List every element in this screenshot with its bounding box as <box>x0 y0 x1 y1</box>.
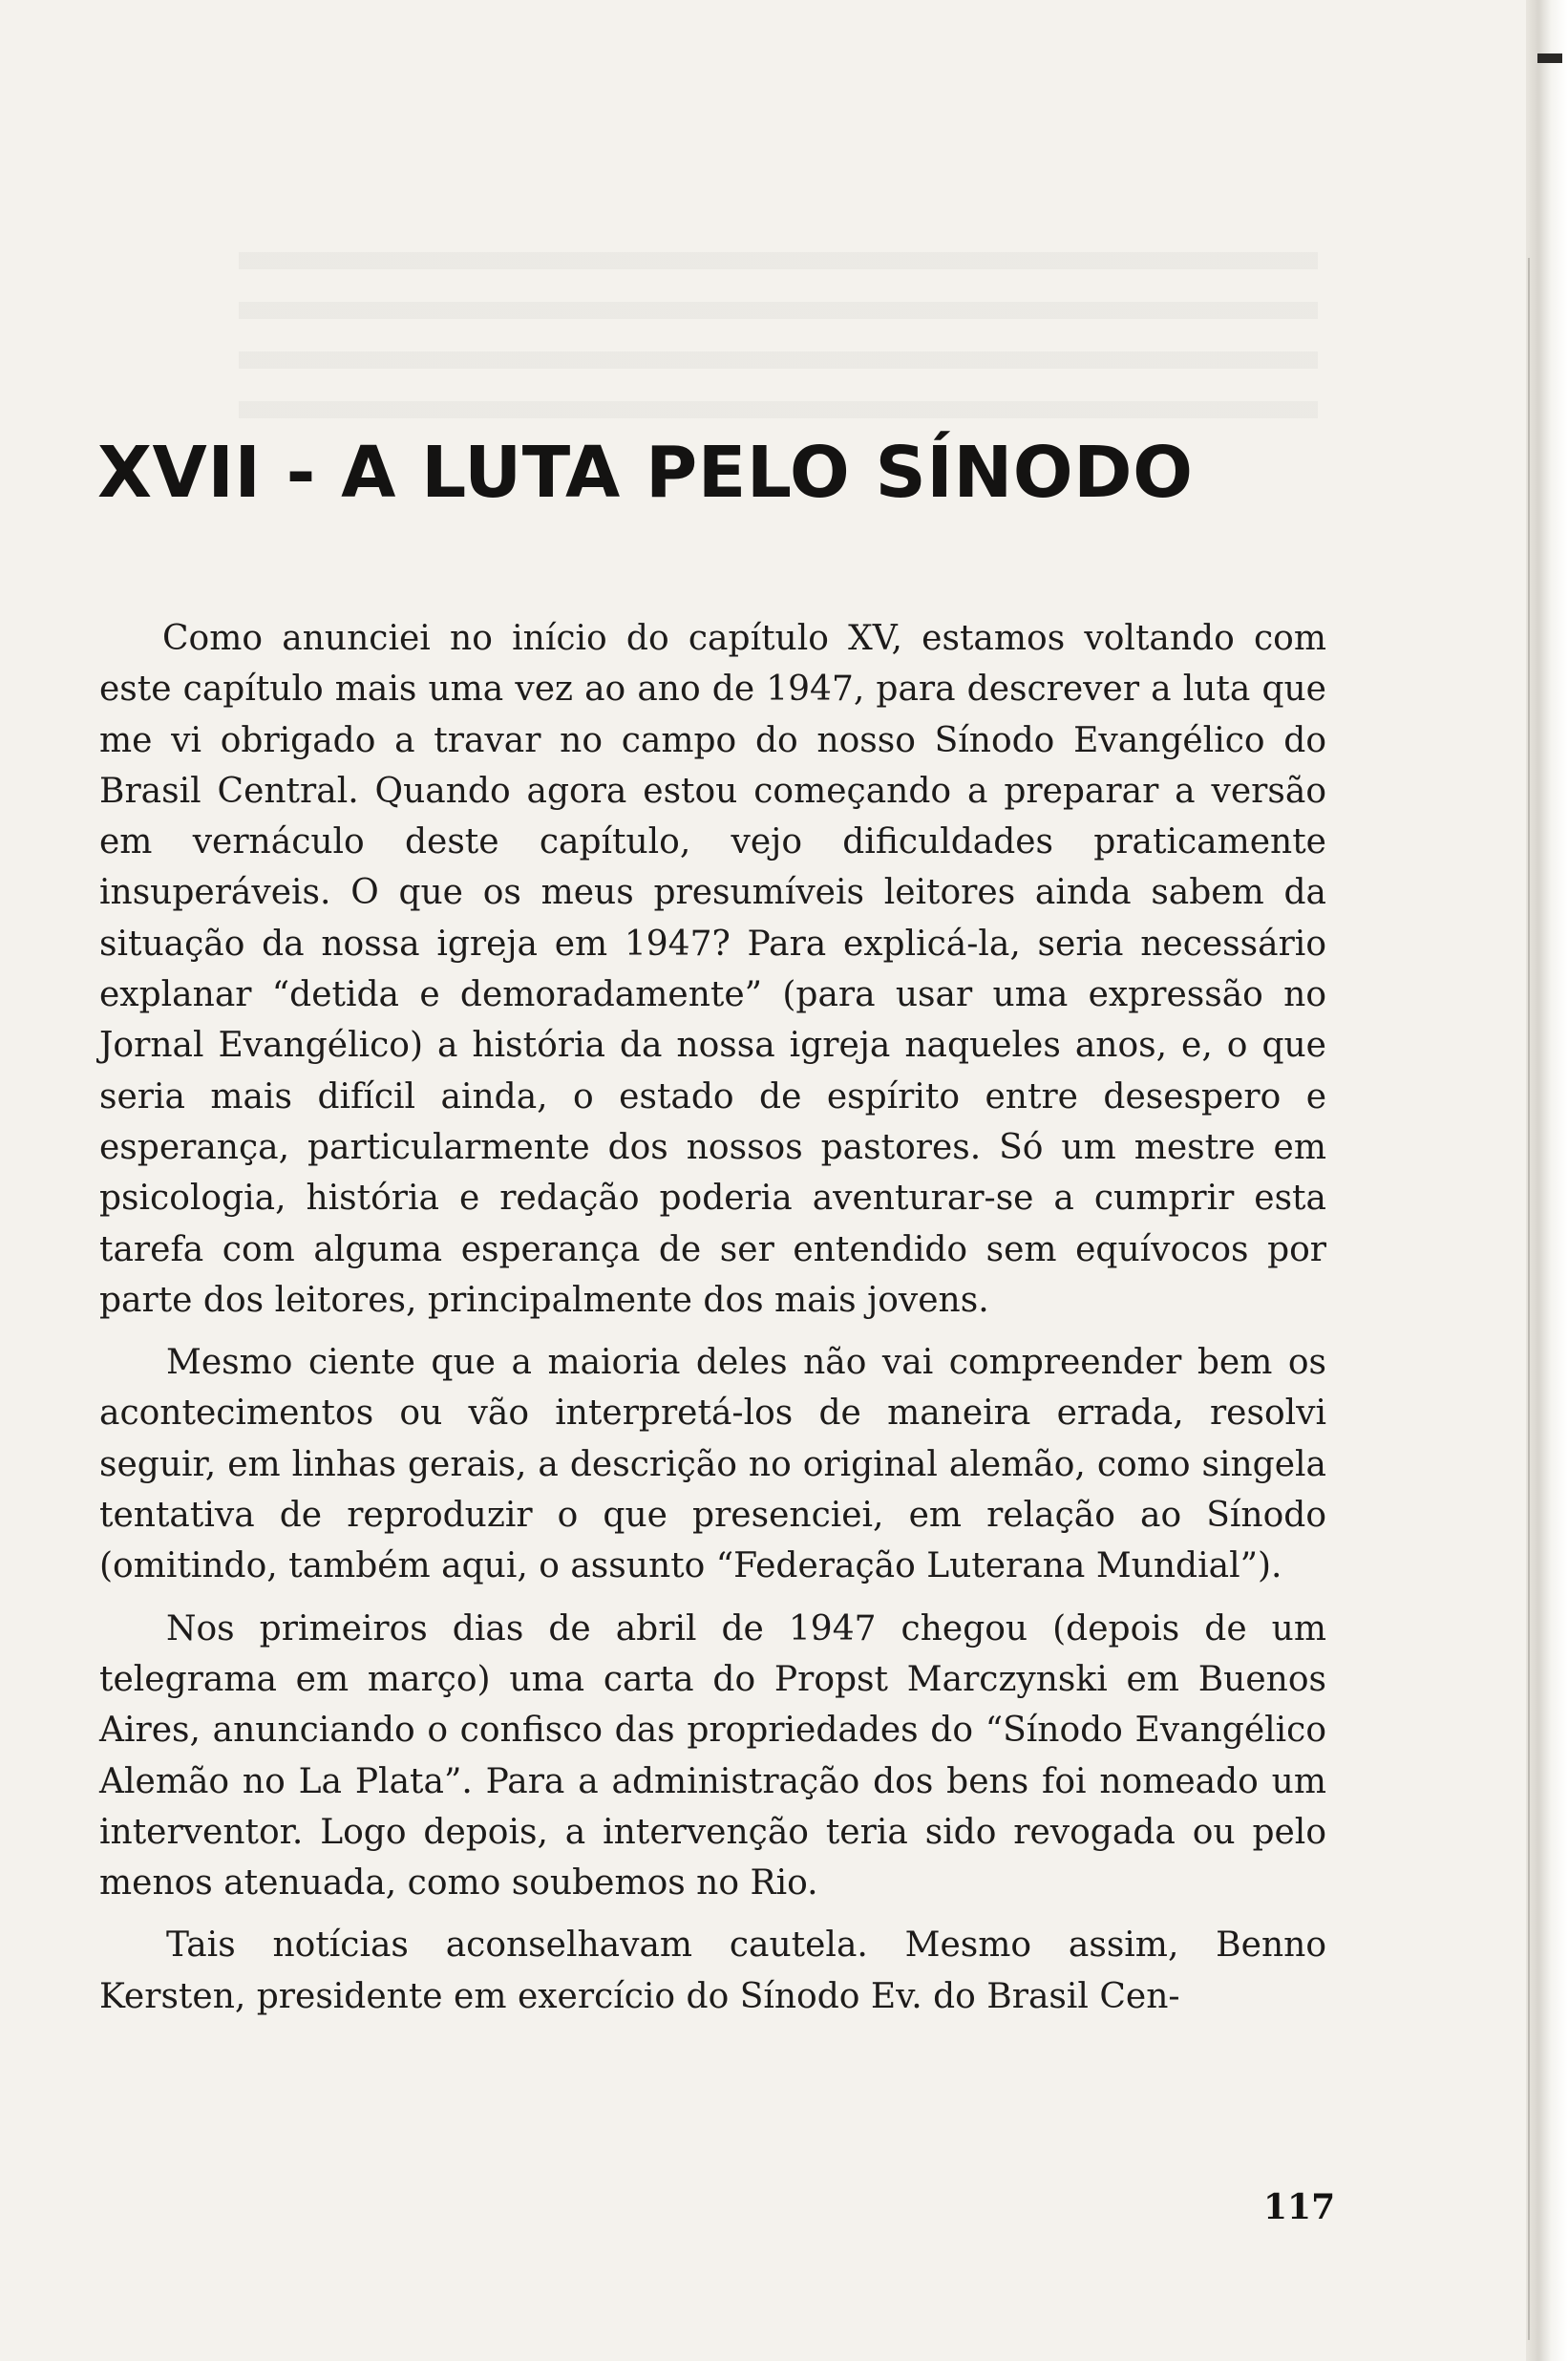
paragraph-1: Como anunciei no início do capítulo XV, estamos voltando com este capítulo mais uma vez ao ano de 1947, para descrever a luta que me vi obrigado a travar no campo do nosso Sínodo Evangélico do Brasil Central. Quando agora estou começando a preparar a versão em vernáculo deste capítulo, vejo dificuldades praticamente insuperáveis. O que os meus presumíveis leitores ainda sabem da situação da nossa igreja em 1947? Para explicá-la, seria necessário explanar “detida e demoradamente” (para usar uma expressão no Jornal Evangélico) a história da nossa igreja naqueles anos, e, o que seria mais difícil ainda, o estado de espírito entre desespero e esperança, particularmente dos nossos pastores. Só um mestre em psicologia, história e redação poderia aventurar-se a cumprir esta tarefa com alguma esperança de ser entendido sem equívocos por parte dos leitores, principalmente dos mais jovens. <box>99 619 1326 1320</box>
page-edge-line <box>1528 258 1530 2340</box>
chapter-body <box>99 613 1326 2033</box>
edge-mark <box>1537 53 1562 63</box>
page-edge-shadow <box>1526 0 1568 2361</box>
chapter-title: XVII - A LUTA PELO SÍNODO <box>97 432 1194 514</box>
paragraph-3: Nos primeiros dias de abril de 1947 chegou (depois de um telegrama em março) uma carta do Propst Marczynski em Buenos Aires, anunciando o confisco das propriedades do “Sínodo Evangélico Alemão no La Plata”. Para a administração dos bens foi nomeado um interventor. Logo depois, a intervenção teria sido revogada ou pelo menos atenuada, como soubemos no Rio. <box>99 1608 1326 1904</box>
bleed-through-texture <box>239 220 1318 430</box>
page-number: 117 <box>1263 2187 1336 2227</box>
paragraph-4: Tais notícias aconselhavam cautela. Mesmo assim, Benno Kersten, presidente em exercício do Sínodo Ev. do Brasil Cen- <box>99 1925 1326 2016</box>
paragraph-2: Mesmo ciente que a maioria deles não vai compreender bem os acontecimentos ou vão interpretá-los de maneira errada, resolvi seguir, em linhas gerais, a descrição no original alemão, como singela tentativa de reproduzir o que presenciei, em relação ao Sínodo (omitindo, também aqui, o assunto “Federação Luterana Mundial”). <box>99 1343 1326 1586</box>
